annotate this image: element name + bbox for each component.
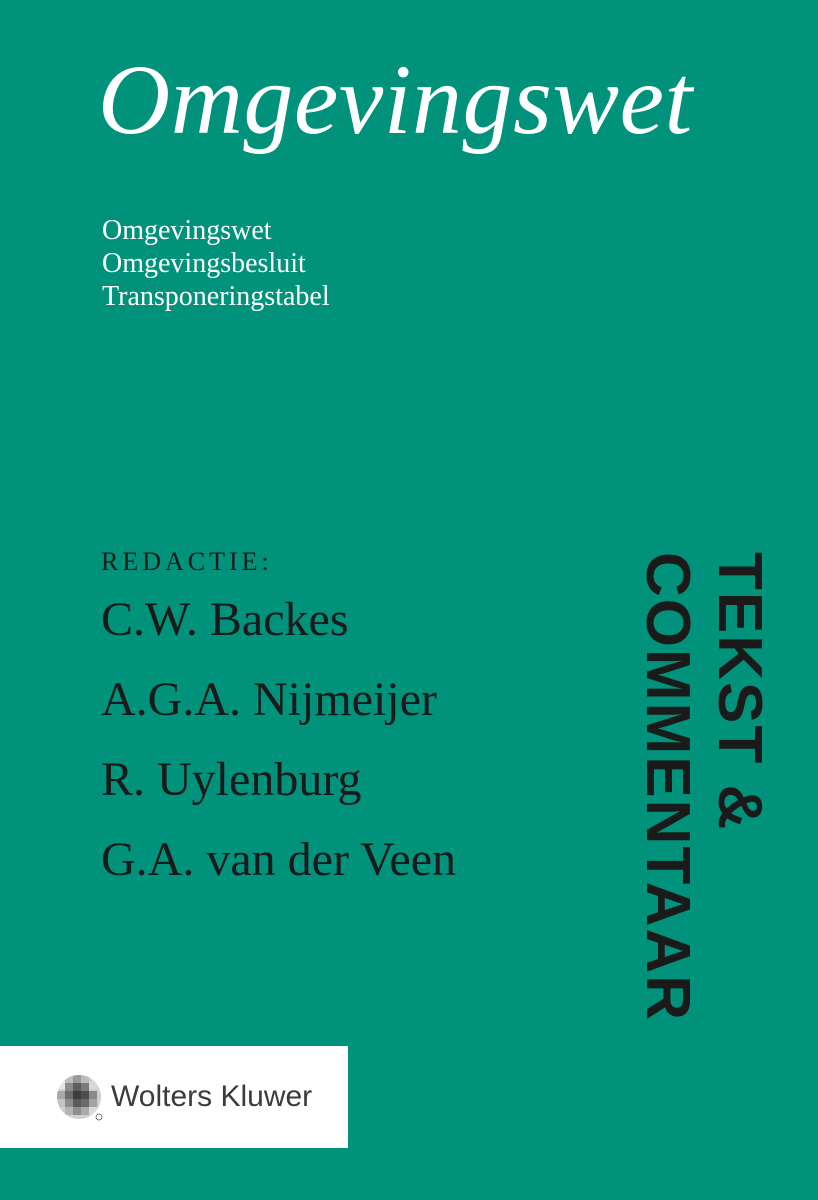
editors-heading: REDACTIE: [101,547,273,576]
editor-name: R. Uylenburg [101,753,362,806]
subtitle-line: Omgevingswet [102,215,272,246]
editors-block [101,545,456,911]
series-title-line: COMMENTAAR [633,552,702,1023]
subtitle-list [102,214,330,313]
series-title [622,552,772,1152]
subtitle-line: Transponeringstabel [102,281,330,312]
book-title: Omgevingswet [98,44,693,155]
editor-name: G.A. van der Veen [101,833,457,886]
subtitle-line: Omgevingsbesluit [102,248,306,279]
wolters-kluwer-logo-icon [55,1073,103,1121]
editor-name: C.W. Backes [101,593,349,646]
publisher-name: Wolters Kluwer [111,1080,313,1113]
editor-name: A.G.A. Nijmeijer [101,673,437,726]
series-title-line: TEKST & [705,552,774,832]
publisher-logo-box [0,1046,348,1148]
